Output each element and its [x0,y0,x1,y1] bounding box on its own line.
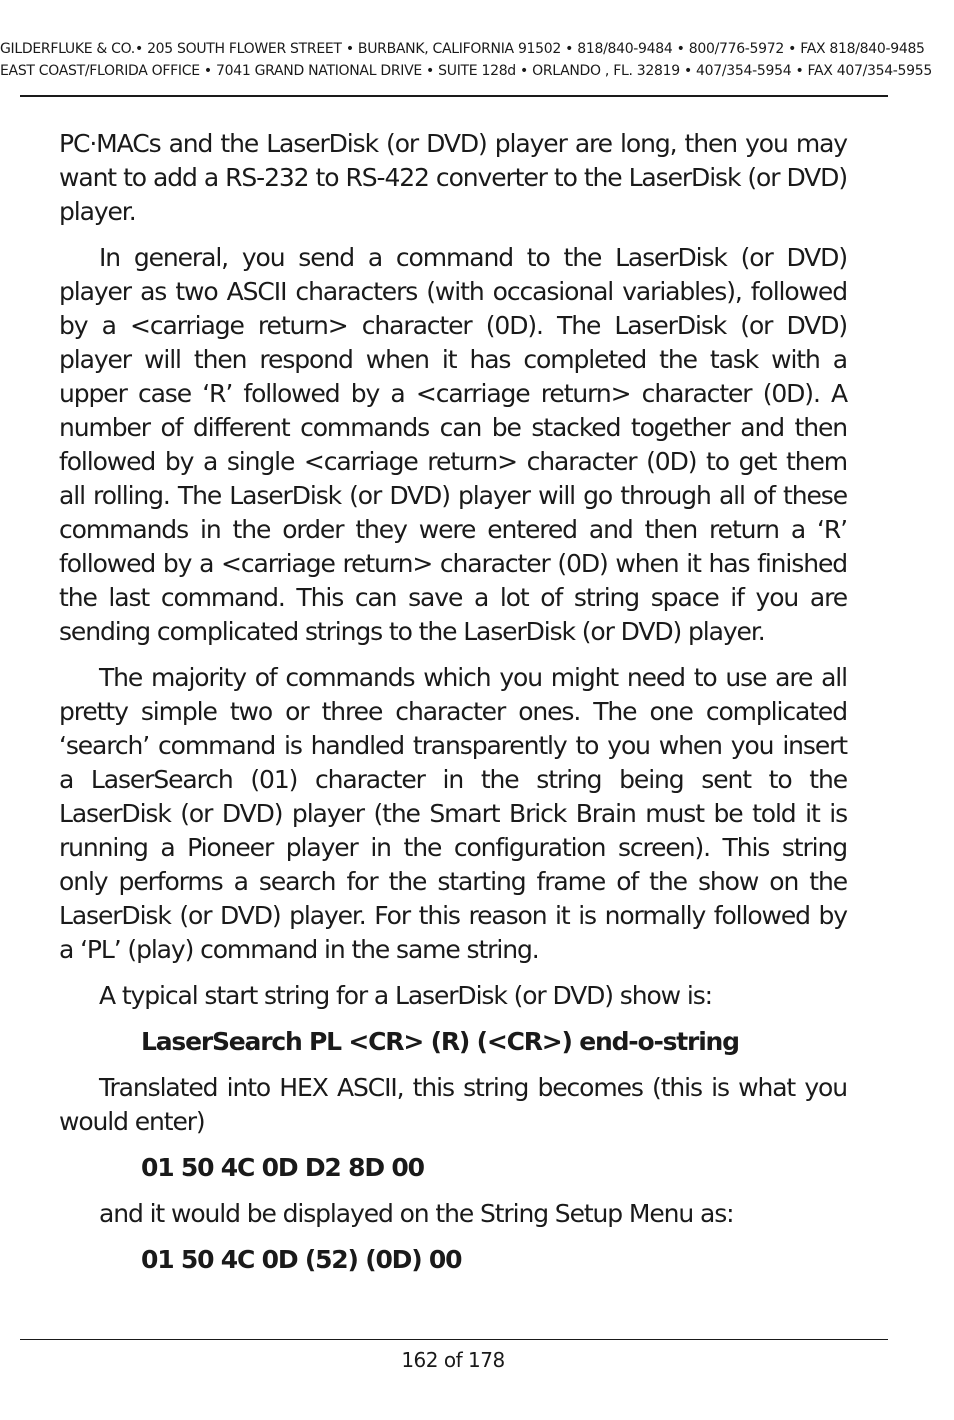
paragraph-3: The majority of commands which you might need to use are all pretty simple two or three character ones. The one complicated ‘search’ command is handled transparently to you when you insert a LaserSearch (01) character in the string being sent to the LaserDisk (or DVD) player (the Smart Brick Brain must be told it is running a Pioneer player in the configuration screen). This string only performs a search for the starting frame of the show on the LaserDisk (or DVD) player. For this reason it is normally followed by a ‘PL’ (play) command in the same string. [59,663,847,964]
header-divider [20,95,888,97]
code-line-hex-ascii: 01 50 4C 0D D2 8D 00 [141,1153,424,1182]
code-line-start-string: LaserSearch PL <CR> (R) (<CR>) end-o-string [141,1027,739,1056]
paragraph-6: and it would be displayed on the String Setup Menu as: [99,1199,734,1228]
paragraph-5: Translated into HEX ASCII, this string becomes (this is what you would enter) [59,1073,847,1136]
paragraph-2: In general, you send a command to the LaserDisk (or DVD) player as two ASCII characters (with occasional variables), followed by a <carriage return> character (0D). The LaserDisk (or DVD) player will then respond when it has completed the task with a upper case ‘R’ followed by a <carriage return> character (0D). A number of different commands can be stacked together and then followed by a single <carriage return> character (0D) to get them all rolling. The LaserDisk (or DVD) player will go through all of these commands in the order they were entered and then return a ‘R’ followed by a <carriage return> character (0D) when it has finished the last command. This can save a lot of string space if you are sending complicated strings to the LaserDisk (or DVD) player. [59,243,847,646]
paragraph-1: PC·MACs and the LaserDisk (or DVD) player are long, then you may want to add a RS-232 to RS-422 converter to the LaserDisk (or DVD) player. [59,129,847,226]
footer-divider [20,1339,888,1340]
page-body [59,127,847,1289]
header-address-line-2: EAST COAST/FLORIDA OFFICE • 7041 GRAND NATIONAL DRIVE • SUITE 128d • ORLANDO , FL. 32819 • 407/354-5954 • FAX 407/354-5955 [0,63,932,79]
page-header [0,38,932,82]
page-number: 162 of 178 [401,1348,505,1372]
code-line-menu-display: 01 50 4C 0D (52) (0D) 00 [141,1245,462,1274]
header-address-line-1: GILDERFLUKE & CO.• 205 SOUTH FLOWER STREET • BURBANK, CALIFORNIA 91502 • 818/840-9484 • 800/776-5972 • FAX 818/840-9485 [0,41,925,57]
paragraph-4: A typical start string for a LaserDisk (or DVD) show is: [99,981,712,1010]
